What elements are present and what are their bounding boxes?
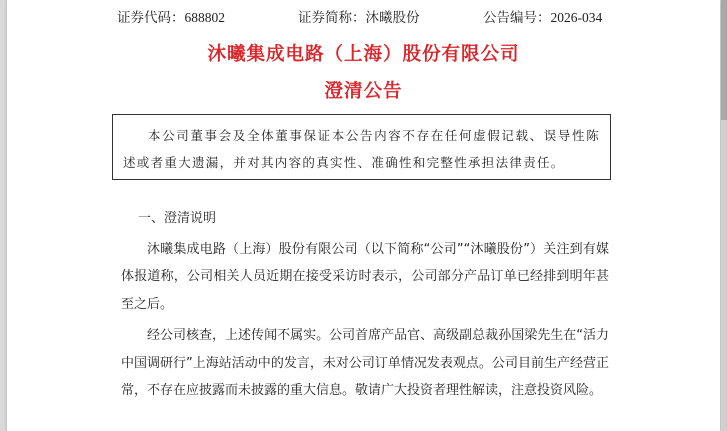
announcement-header [117,6,617,24]
scrollbar-thumb[interactable] [721,0,727,120]
stock-code: 证券代码：688802 [117,10,225,25]
document-page [7,0,720,431]
disclaimer-box: 本公司董事会及全体董事保证本公告内容不存在任何虚假记载、误导性陈述或者重大遗漏，并对其内容的真实性、准确性和完整性承担法律责任。 [112,114,611,180]
document-title: 澄清公告 [324,81,403,102]
stock-abbreviation: 证券简称：沐曦股份 [298,10,420,25]
company-title: 沐曦集成电路（上海）股份有限公司 [207,44,520,65]
paragraph: 沐曦集成电路（上海）股份有限公司（以下简称“公司”“沐曦股份”）关注到有媒体报道称，公司相关人员近期在接受采访时表示，公司部分产品订单已经排到明年甚至之后。 [121,241,609,312]
document-body [121,205,609,409]
announcement-number: 公告编号：2026-034 [483,10,603,25]
section-heading: 一、澄清说明 [138,211,217,226]
paragraph: 经公司核查，上述传闻不属实。公司首席产品官、高级副总裁孙国梁先生在“活力中国调研行”上海站活动中的发言，未对公司订单情况发表观点。公司目前生产经营正常，不存在应披露而未披露的重大信息。敬请广大投资者理性解读，注意投资风险。 [121,328,609,398]
vertical-scrollbar[interactable] [721,0,727,431]
